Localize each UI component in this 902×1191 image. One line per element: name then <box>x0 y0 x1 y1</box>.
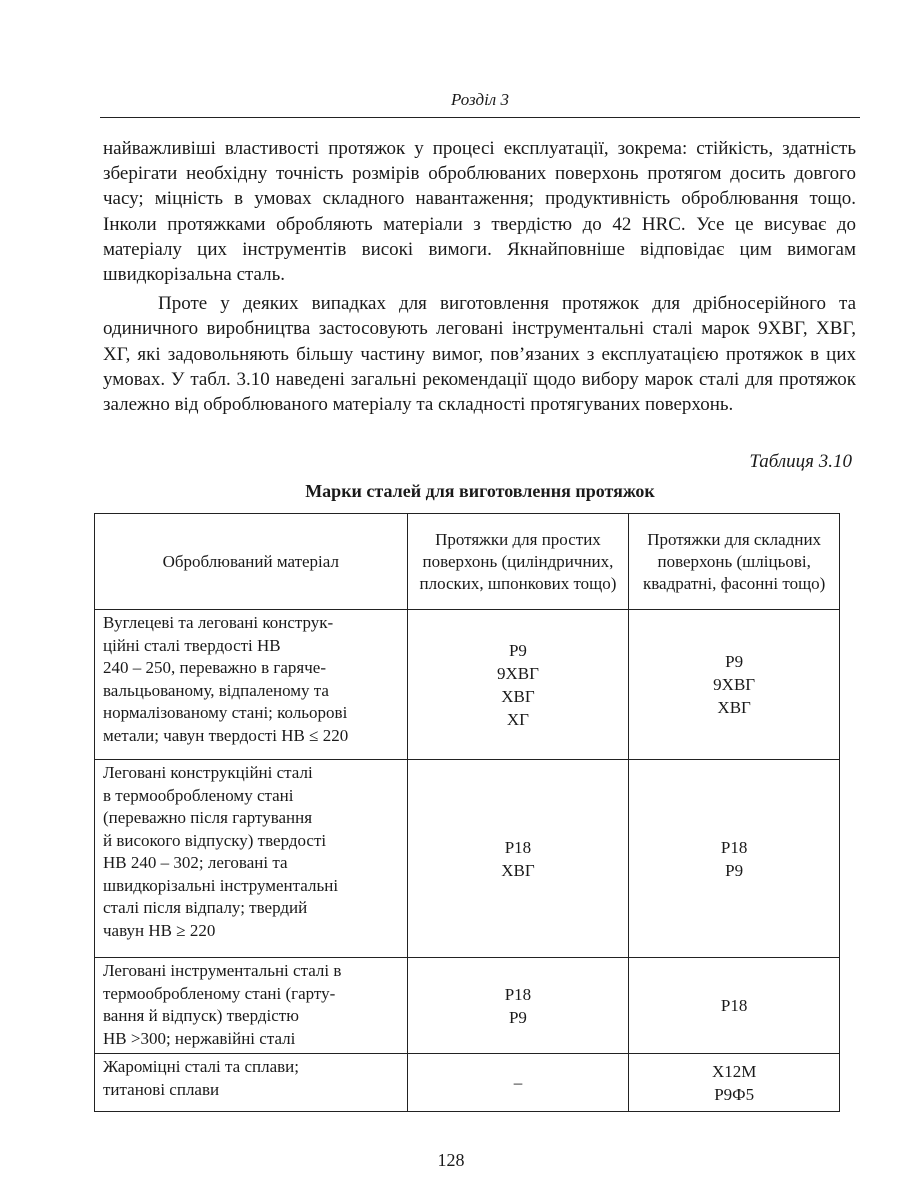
cell-line: термообробленому стані (гарту- <box>103 983 336 1003</box>
cell-line: НВ >300; нержавійні сталі <box>103 1028 296 1048</box>
cell-line: нормалізованому стані; кольорові <box>103 703 348 722</box>
complex-grades-cell <box>629 958 840 1054</box>
cell-line: Р18 <box>720 996 748 1015</box>
simple-grades-cell <box>407 760 629 958</box>
cell-line: 9ХВГ <box>496 663 539 683</box>
complex-grades-cell <box>629 610 840 760</box>
cell-line: Р18 <box>720 837 748 857</box>
cell-line: вальцьованому, відпаленому та <box>103 680 329 700</box>
cell-line: 9ХВГ <box>713 675 756 694</box>
simple-grades-cell <box>407 1054 629 1112</box>
table-caption: Таблиця 3.10 <box>749 451 852 472</box>
cell-line: Р9 <box>725 652 744 671</box>
cell-line: метали; чавун твердості НВ ≤ 220 <box>103 725 349 745</box>
running-header: Розділ 3 <box>451 90 509 109</box>
header-rule <box>100 117 860 118</box>
header-material: Оброблюваний матеріал <box>95 514 408 610</box>
material-cell <box>95 610 408 760</box>
cell-line: ційні сталі твердості НВ <box>103 635 281 655</box>
cell-line: Р9 <box>508 640 527 660</box>
cell-line: ХВГ <box>501 686 535 706</box>
steel-grades-table <box>94 513 840 1112</box>
cell-line: Р9 <box>725 860 744 880</box>
material-cell <box>95 760 408 958</box>
simple-grades-cell <box>407 610 629 760</box>
cell-line: швидкорізальні інструментальні <box>103 875 339 895</box>
cell-line: в термообробленому стані <box>103 785 294 805</box>
paragraph-2: Проте у деяких випадках для виготовлення протяжок для дрібносерійного та одиничного виробництва застосовують леговані інструментальні сталі марок 9ХВГ, ХВГ, ХГ, які задовольняють більшу частину вимог, пов’язаних з експлуатацією протяжок в цих умовах. У табл. 3.10 наведені загальні рекомендації щодо вибору марок сталі для протяжок залежно від оброблюваного матеріалу та складності протягуваних поверхонь. <box>103 293 856 416</box>
cell-line: (переважно після гартування <box>103 808 313 827</box>
cell-line: Леговані конструкційні сталі <box>103 763 313 782</box>
cell-line: Р18 <box>504 984 532 1004</box>
cell-line: Р18 <box>504 837 532 857</box>
cell-line: титанові сплави <box>103 1079 220 1099</box>
cell-line: Х12М <box>711 1061 757 1081</box>
material-cell <box>95 958 408 1054</box>
table-row <box>95 610 840 760</box>
header-simple-surfaces: Протяжки для простих поверхонь (циліндричних, плоских, шпонкових тощо) <box>407 514 629 610</box>
cell-line: Леговані інструментальні сталі в <box>103 961 342 980</box>
body-text <box>103 136 856 417</box>
table-row <box>95 1054 840 1112</box>
cell-line: Р9Ф5 <box>714 1084 755 1104</box>
table-header-row <box>95 514 840 610</box>
material-cell <box>95 1054 408 1112</box>
cell-line: чавун НВ ≥ 220 <box>103 920 216 940</box>
paragraph-1: найважливіші властивості протяжок у процесі експлуатації, зокрема: стійкість, здатність зберігати необхідну точність розмірів оброблюваних поверхонь протягом досить довгого часу; міцність в умовах складного навантаження; продуктивність оброблювання тощо. Інколи протяжками обробляють матеріали з твердістю до 42 HRC. Усе це висуває до матеріалу цих інструментів високі вимоги. Якнайповніше відповідає цим вимогам швидкорізальна сталь. <box>103 138 856 286</box>
table-title: Марки сталей для виготовлення протяжок <box>305 481 655 501</box>
complex-grades-cell <box>629 760 840 958</box>
cell-line: НВ 240 – 302; леговані та <box>103 853 288 872</box>
page-number: 128 <box>437 1150 465 1170</box>
cell-line: Жароміцні сталі та сплави; <box>103 1057 299 1076</box>
complex-grades-cell <box>629 1054 840 1112</box>
cell-line: сталі після відпалу; твердий <box>103 898 308 917</box>
table-row <box>95 958 840 1054</box>
table-row <box>95 760 840 958</box>
header-complex-surfaces: Протяжки для складних поверхонь (шліцьові, квадратні, фасонні тощо) <box>629 514 840 610</box>
cell-line: – <box>513 1073 523 1092</box>
cell-line: Р9 <box>508 1007 527 1027</box>
cell-line: ХВГ <box>501 860 535 880</box>
cell-line: 240 – 250, переважно в гаряче- <box>103 658 327 677</box>
cell-line: ХВГ <box>717 698 751 717</box>
cell-line: й високого відпуску) твердості <box>103 830 327 850</box>
cell-line: вання й відпуск) твердістю <box>103 1006 299 1025</box>
cell-line: Вуглецеві та леговані конструк- <box>103 613 334 632</box>
cell-line: ХГ <box>506 709 529 729</box>
simple-grades-cell <box>407 958 629 1054</box>
